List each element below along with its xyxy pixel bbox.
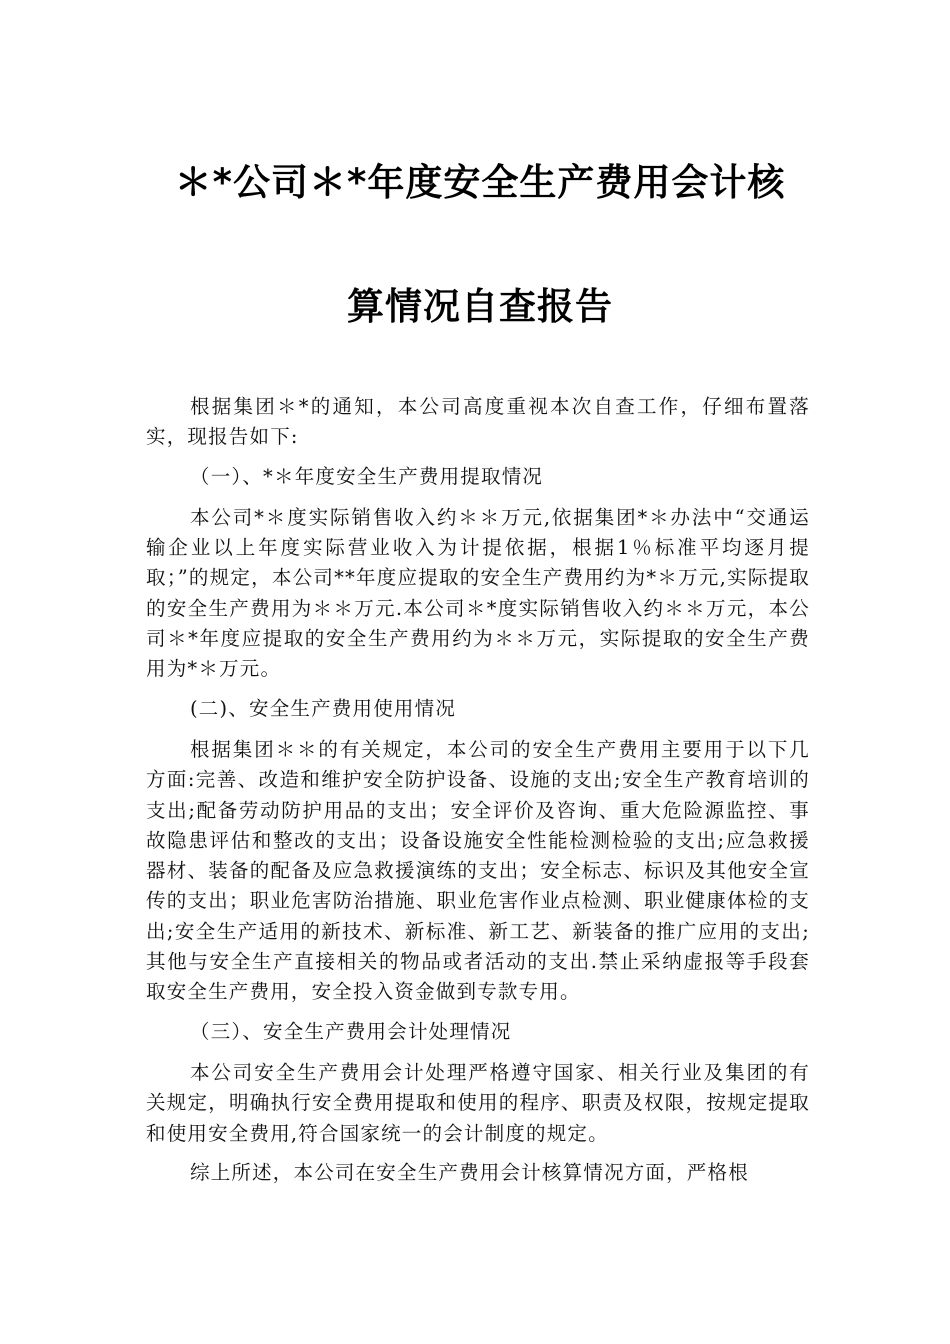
section-3-heading: （三）、安全生产费用会计处理情况 <box>190 1019 512 1043</box>
section-1-paragraph: 本公司*＊度实际销售收入约＊＊万元,依据集团*＊办法中“交通运输企业以上年度实际营业收入为计提依据，根据1％标准平均逐月提取；”的规定，本公司**年度应提取的安全生产费用约为*＊万元,实际提取的安全生产费用为＊＊万元.本公司＊*度实际销售收入约＊＊万元，本公司＊*年度应提取的安全生产费用约为＊＊万元，实际提取的安全生产费用为*＊万元。 <box>146 505 810 681</box>
section-3-paragraph: 本公司安全生产费用会计处理严格遵守国家、相关行业及集团的有关规定，明确执行安全费用提取和使用的程序、职责及权限，按规定提取和使用安全费用,符合国家统一的会计制度的规定。 <box>146 1060 810 1145</box>
document-body <box>146 392 810 1197</box>
section-2-paragraph: 根据集团＊＊的有关规定，本公司的安全生产费用主要用于以下几方面:完善、改造和维护安全防护设备、设施的支出;安全生产教育培训的支出;配备劳动防护用品的支出；安全评价及咨询、重大危险源监控、事故隐患评估和整改的支出；设备设施安全性能检测检验的支出;应急救援器材、装备的配备及应急救援演练的支出；安全标志、标识及其他安全宣传的支出；职业危害防治措施、职业危害作业点检测、职业健康体检的支出;安全生产适用的新技术、新标准、新工艺、新装备的推广应用的支出;其他与安全生产直接相关的物品或者活动的支出.禁止采纳虚报等手段套取安全生产费用，安全投入资金做到专款专用。 <box>146 737 810 1004</box>
section-1-heading: （一）、*＊年度安全生产费用提取情况 <box>190 464 544 488</box>
intro-paragraph: 根据集团＊*的通知，本公司高度重视本次自查工作，仔细布置落实，现报告如下: <box>146 395 810 449</box>
document-title-line-1: ＊*公司＊*年度安全生产费用会计核 <box>174 161 786 204</box>
conclusion-paragraph: 综上所述，本公司在安全生产费用会计核算情况方面，严格根 <box>190 1160 749 1184</box>
section-2-heading: (二)、安全生产费用使用情况 <box>190 696 457 720</box>
document-title-line-2: 算情况自查报告 <box>347 285 613 328</box>
